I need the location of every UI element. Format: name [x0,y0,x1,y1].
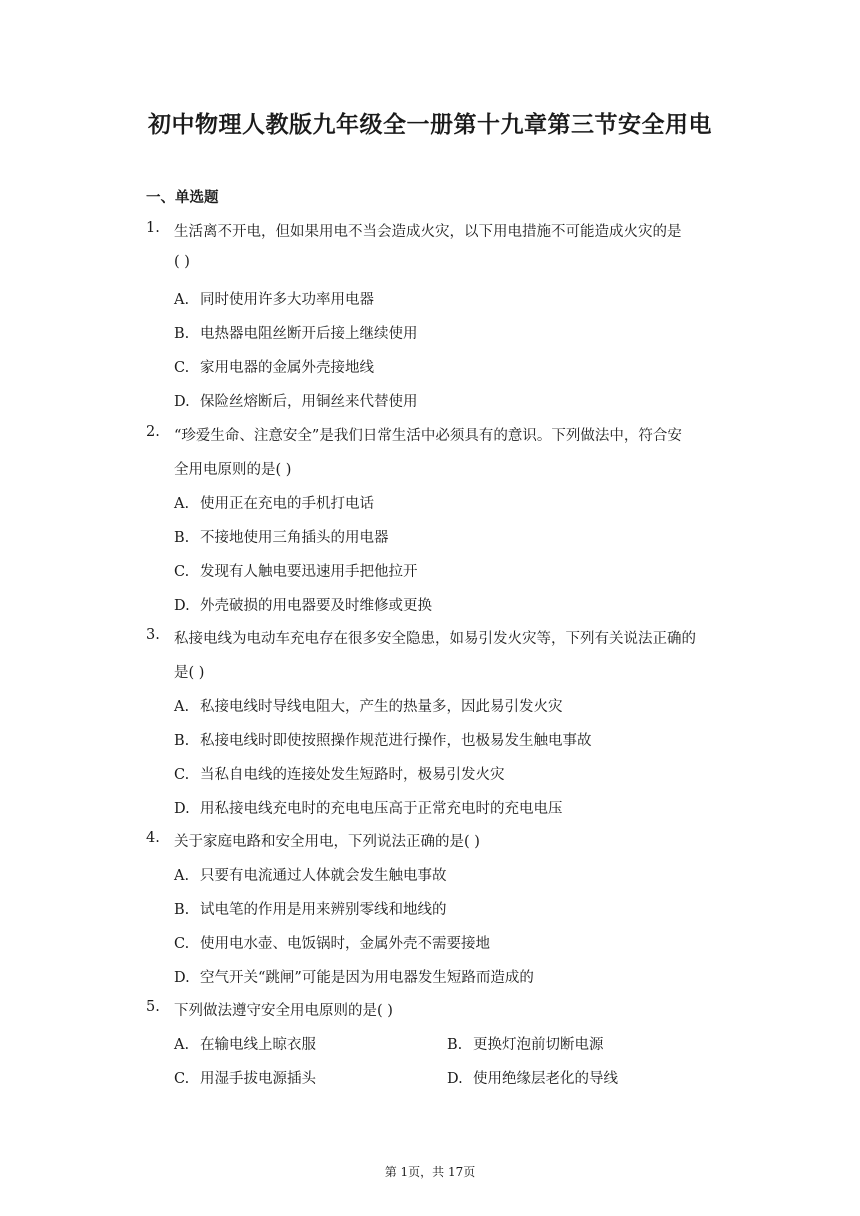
option-letter: D. [174,394,190,410]
question-stem-line: ( ) [174,254,190,270]
option-c [174,1067,316,1088]
option-text: 更换灯泡前切断电源 [473,1037,604,1053]
option-text: 外壳破损的用电器要及时维修或更换 [200,598,432,614]
option-text: 不接地使用三角插头的用电器 [200,530,389,546]
option-text: 发现有人触电要迅速用手把他拉开 [200,564,418,580]
option-letter: D. [174,598,190,614]
option-a [174,288,374,309]
option-text: 电热器电阻丝断开后接上继续使用 [200,326,418,342]
option-text: 用湿手拔电源插头 [200,1071,316,1087]
option-a [174,1033,316,1054]
option-letter: A. [174,496,190,512]
question-number: 2. [146,424,160,440]
question-number: 5. [146,999,160,1015]
option-text: 只要有电流通过人体就会发生触电事故 [200,868,447,884]
option-letter: A. [174,699,190,715]
option-a [174,695,563,716]
option-letter: B. [174,530,190,546]
option-d [174,797,563,818]
option-b [174,322,418,343]
option-c [174,763,505,784]
option-letter: B. [174,733,190,749]
option-letter: D. [174,801,190,817]
option-d [174,966,534,987]
option-d [447,1067,618,1088]
question-stem-line: 是( ) [174,665,205,681]
option-letter: B. [447,1037,463,1053]
document-title: 初中物理人教版九年级全一册第十九章第三节安全用电 [148,111,712,138]
option-d [174,390,418,411]
question-stem-line: 下列做法遵守安全用电原则的是( ) [174,1003,393,1019]
option-text: 用私接电线充电时的充电电压高于正常充电时的充电电压 [200,801,563,817]
option-letter: B. [174,326,190,342]
option-text: 私接电线时导线电阻大，产生的热量多，因此易引发火灾 [200,699,563,715]
option-letter: A. [174,1037,190,1053]
question-stem-line: 关于家庭电路和安全用电，下列说法正确的是( ) [174,834,480,850]
option-c [174,932,490,953]
option-letter: D. [447,1071,463,1087]
option-letter: B. [174,902,190,918]
question-stem-line: 生活离不开电，但如果用电不当会造成火灾，以下用电措施不可能造成火灾的是 [174,224,682,240]
option-letter: A. [174,292,190,308]
option-letter: C. [174,1071,190,1087]
option-text: 同时使用许多大功率用电器 [200,292,374,308]
question-number: 4. [146,830,160,846]
option-b [174,729,592,750]
question-number: 3. [146,627,160,643]
option-text: 私接电线时即使按照操作规范进行操作，也极易发生触电事故 [200,733,592,749]
option-text: 使用电水壶、电饭锅时，金属外壳不需要接地 [200,936,490,952]
option-a [174,492,374,513]
question-number: 1. [146,220,160,236]
option-text: 家用电器的金属外壳接地线 [200,360,374,376]
page-footer: 第 1页，共 17页 [384,1165,476,1179]
option-b [174,898,447,919]
option-letter: C. [174,564,190,580]
option-letter: A. [174,868,190,884]
option-c [174,560,418,581]
option-text: 当私自电线的连接处发生短路时，极易引发火灾 [200,767,505,783]
option-d [174,594,432,615]
question-stem-line: 全用电原则的是( ) [174,462,292,478]
option-letter: D. [174,970,190,986]
option-b [447,1033,604,1054]
option-c [174,356,374,377]
option-text: 在输电线上晾衣服 [200,1037,316,1053]
option-b [174,526,389,547]
option-letter: C. [174,360,190,376]
option-text: 试电笔的作用是用来辨别零线和地线的 [200,902,447,918]
option-text: 使用绝缘层老化的导线 [473,1071,618,1087]
option-text: 使用正在充电的手机打电话 [200,496,374,512]
option-text: 空气开关“跳闸”可能是因为用电器发生短路而造成的 [200,970,534,986]
option-a [174,864,447,885]
option-letter: C. [174,767,190,783]
section-heading: 一、单选题 [146,189,219,206]
question-stem-line: 私接电线为电动车充电存在很多安全隐患，如易引发火灾等，下列有关说法正确的 [174,631,696,647]
option-text: 保险丝熔断后，用铜丝来代替使用 [200,394,418,410]
option-letter: C. [174,936,190,952]
question-stem-line: “珍爱生命、注意安全”是我们日常生活中必须具有的意识。下列做法中，符合安 [174,428,682,444]
